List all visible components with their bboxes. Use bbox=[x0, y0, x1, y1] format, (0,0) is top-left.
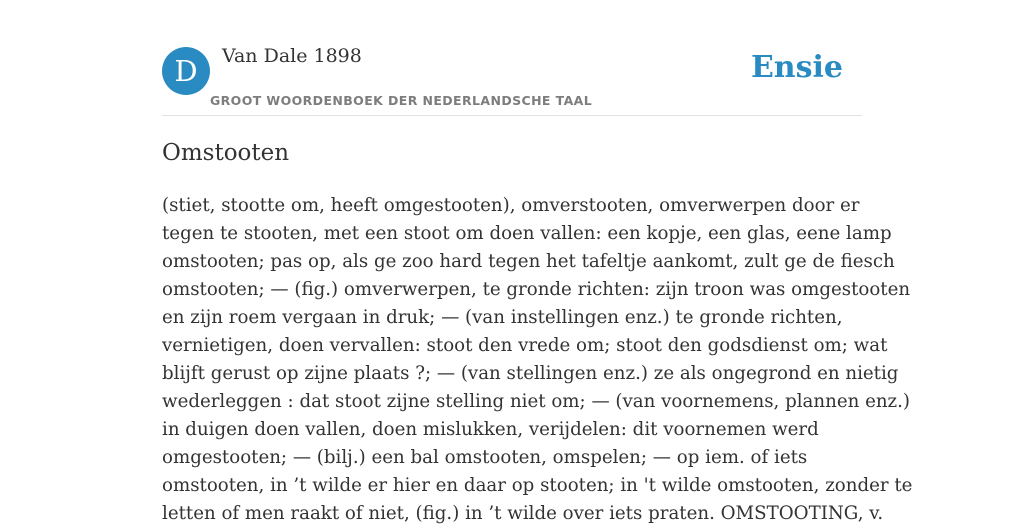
definition-line: blijft gerust op zijne plaats ?; — (van stellingen enz.) ze als ongegrond en nietig bbox=[162, 363, 899, 384]
ensie-logo[interactable]: Ensie bbox=[750, 50, 843, 85]
definition-line: omstooten, in ’t wilde er hier en daar op stooten; in 't wilde omstooten, zonder te bbox=[162, 475, 913, 496]
source-logo[interactable]: D bbox=[162, 47, 210, 95]
entry-definition bbox=[162, 192, 913, 528]
source-title[interactable]: Van Dale 1898 bbox=[222, 45, 362, 67]
definition-line: omgestooten; — (bilj.) een bal omstooten, omspelen; — op iem. of iets bbox=[162, 447, 808, 468]
definition-line: wederleggen : dat stoot zijne stelling niet om; — (van voornemens, plannen enz.) bbox=[162, 391, 911, 412]
page-container bbox=[162, 0, 913, 524]
definition-line: omstooten; pas op, als ge zoo hard tegen het tafeltje aankomt, zult ge de fiesch bbox=[162, 251, 895, 272]
source-header bbox=[162, 0, 862, 116]
definition-line: tegen te stooten, met een stoot om doen vallen: een kopje, een glas, eene lamp bbox=[162, 223, 892, 244]
definition-line: letten of men raakt of niet, (fig.) in ’t wilde over iets praten. OMSTOOTING, v. bbox=[162, 503, 884, 524]
definition-line: (stiet, stootte om, heeft omgestooten), omverstooten, omverwerpen door er bbox=[162, 195, 860, 216]
entry-title: Omstooten bbox=[162, 140, 290, 166]
definition-line: vernietigen, doen vervallen: stoot den vrede om; stoot den godsdienst om; wat bbox=[162, 335, 888, 356]
definition-line: in duigen doen vallen, doen mislukken, verijdelen: dit voornemen werd bbox=[162, 419, 819, 440]
source-subtitle: GROOT WOORDENBOEK DER NEDERLANDSCHE TAAL bbox=[210, 93, 593, 108]
definition-line: en zijn roem vergaan in druk; — (van instellingen enz.) te gronde richten, bbox=[162, 307, 843, 328]
definition-line: omstooten; — (fig.) omverwerpen, te gronde richten: zijn troon was omgestooten bbox=[162, 279, 911, 300]
